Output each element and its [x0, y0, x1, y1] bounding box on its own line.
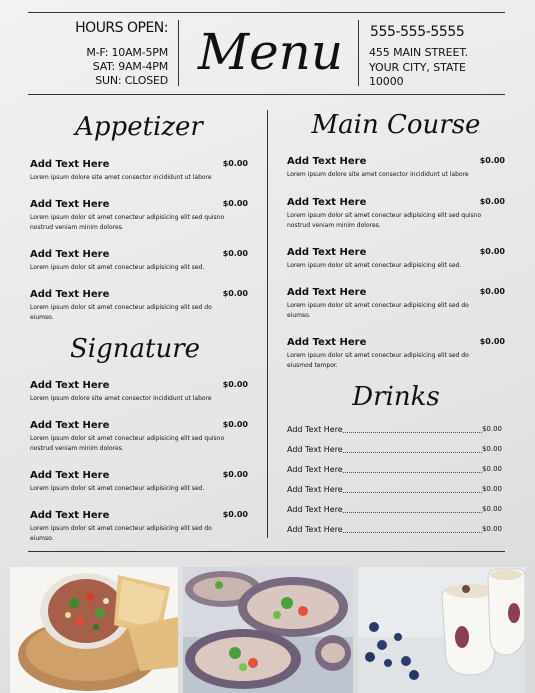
address-city: YOUR CITY, STATE	[369, 61, 466, 74]
appetizer-title: Appetizer	[75, 112, 203, 142]
drink-name: Add Text Here	[287, 525, 343, 534]
item-description: Lorem ipsum dolor sit amet conecteur adipisicing elit sed quisno nostrud veniam minim dolores.	[287, 212, 482, 229]
item-description: Lorem ipsum dolore site amet consector incididunt ut labore	[287, 171, 469, 178]
item-price: $0.00	[479, 337, 505, 346]
header-bottom-rule	[28, 94, 505, 95]
item-description: Lorem ipsum dolor sit amet conecteur adipisicing elit sed do eiumso.	[287, 302, 469, 319]
oysters-illustration	[183, 567, 353, 693]
item-name: Add Text Here	[30, 199, 110, 210]
drink-name: Add Text Here	[287, 485, 343, 494]
drink-name: Add Text Here	[287, 425, 343, 434]
item-price: $0.00	[479, 287, 505, 296]
item-price: $0.00	[479, 197, 505, 206]
phone-number: 555-555-5555	[370, 24, 465, 40]
dot-leader	[343, 512, 482, 513]
item-name: Add Text Here	[287, 156, 367, 167]
drink-price: $0.00	[481, 465, 502, 473]
drink-item-2	[287, 445, 502, 457]
drink-item-4	[287, 485, 502, 497]
item-description: Lorem ipsum dolor sit amet conecteur adipisicing elit sed quisno nostrud veniam minim dolores.	[30, 435, 225, 452]
dot-leader	[343, 492, 482, 493]
item-name: Add Text Here	[30, 510, 110, 521]
signature-item-4	[30, 510, 248, 544]
item-description: Lorem ipsum dolor sit amet conecteur adipisicing elit sed.	[30, 485, 205, 492]
footer-rule	[28, 551, 505, 552]
item-name: Add Text Here	[287, 247, 367, 258]
item-name: Add Text Here	[30, 470, 110, 481]
item-description: Lorem ipsum dolor sit amet conecteur adipisicing elit sed do eiusmod tempor.	[287, 352, 469, 369]
hours-saturday: SAT: 9AM-4PM	[92, 60, 168, 73]
drink-name: Add Text Here	[287, 465, 343, 474]
item-price: $0.00	[222, 420, 248, 429]
address-street: 455 MAIN STREET.	[369, 46, 469, 59]
header-divider-right	[358, 20, 359, 86]
item-price: $0.00	[222, 159, 248, 168]
dot-leader	[343, 472, 482, 473]
hours-title: HOURS OPEN:	[75, 20, 168, 36]
salad-with-flatbread-photo	[10, 567, 178, 693]
appetizer-item-3	[30, 249, 248, 275]
header-top-rule	[28, 12, 505, 13]
oysters-photo	[183, 567, 353, 693]
item-description: Lorem ipsum dolore site amet consector incididunt ut labore	[30, 395, 212, 402]
signature-item-2	[30, 420, 248, 454]
dot-leader	[343, 432, 482, 433]
main-course-item-1	[287, 156, 505, 182]
drink-item-1	[287, 425, 502, 437]
header-divider-left	[178, 20, 179, 86]
item-price: $0.00	[479, 156, 505, 165]
item-description: Lorem ipsum dolor sit amet conecteur adipisicing elit sed quisno nostrud veniam minim dolores.	[30, 214, 225, 231]
hours-sunday: SUN: CLOSED	[95, 74, 168, 87]
salad-illustration	[10, 567, 178, 693]
main-course-item-4	[287, 287, 505, 321]
main-course-title: Main Course	[311, 110, 481, 140]
item-price: $0.00	[222, 470, 248, 479]
item-name: Add Text Here	[30, 249, 110, 260]
menu-title: Menu	[197, 23, 344, 81]
signature-item-3	[30, 470, 248, 496]
item-description: Lorem ipsum dolor sit amet conecteur adipisicing elit sed do eiumso.	[30, 525, 212, 542]
drink-name: Add Text Here	[287, 505, 343, 514]
item-name: Add Text Here	[30, 289, 110, 300]
drink-item-6	[287, 525, 502, 537]
drink-price: $0.00	[481, 505, 502, 513]
drink-price: $0.00	[481, 425, 502, 433]
item-description: Lorem ipsum dolor sit amet conecteur adipisicing elit sed.	[30, 264, 205, 271]
appetizer-item-2	[30, 199, 248, 233]
hours-weekday: M-F: 10AM-5PM	[86, 46, 168, 59]
appetizer-item-1	[30, 159, 248, 185]
signature-title: Signature	[69, 334, 201, 364]
item-price: $0.00	[222, 249, 248, 258]
item-name: Add Text Here	[287, 197, 367, 208]
drink-item-3	[287, 465, 502, 477]
item-price: $0.00	[222, 289, 248, 298]
dot-leader	[343, 452, 482, 453]
item-name: Add Text Here	[287, 287, 367, 298]
item-price: $0.00	[222, 380, 248, 389]
drink-name: Add Text Here	[287, 445, 343, 454]
drink-price: $0.00	[481, 445, 502, 453]
main-course-item-5	[287, 337, 505, 371]
address-zip: 10000	[369, 75, 404, 88]
item-description: Lorem ipsum dolor sit amet conecteur adipisicing elit sed.	[287, 262, 462, 269]
appetizer-item-4	[30, 289, 248, 323]
item-name: Add Text Here	[30, 159, 110, 170]
item-name: Add Text Here	[30, 380, 110, 391]
dot-leader	[343, 532, 482, 533]
item-name: Add Text Here	[30, 420, 110, 431]
item-price: $0.00	[222, 199, 248, 208]
item-description: Lorem ipsum dolor sit amet conecteur adipisicing elit sed do eiumso.	[30, 304, 212, 321]
main-course-item-3	[287, 247, 505, 273]
item-price: $0.00	[479, 247, 505, 256]
drink-price: $0.00	[481, 525, 502, 533]
item-name: Add Text Here	[287, 337, 367, 348]
item-price: $0.00	[222, 510, 248, 519]
dessert-illustration	[358, 567, 525, 693]
drink-price: $0.00	[481, 485, 502, 493]
drink-item-5	[287, 505, 502, 517]
column-divider	[267, 110, 268, 538]
main-course-item-2	[287, 197, 505, 231]
signature-item-1	[30, 380, 248, 406]
item-description: Lorem ipsum dolore site amet consector incididunt ut labore	[30, 174, 212, 181]
dessert-glasses-photo	[358, 567, 525, 693]
drinks-title: Drinks	[352, 382, 440, 412]
